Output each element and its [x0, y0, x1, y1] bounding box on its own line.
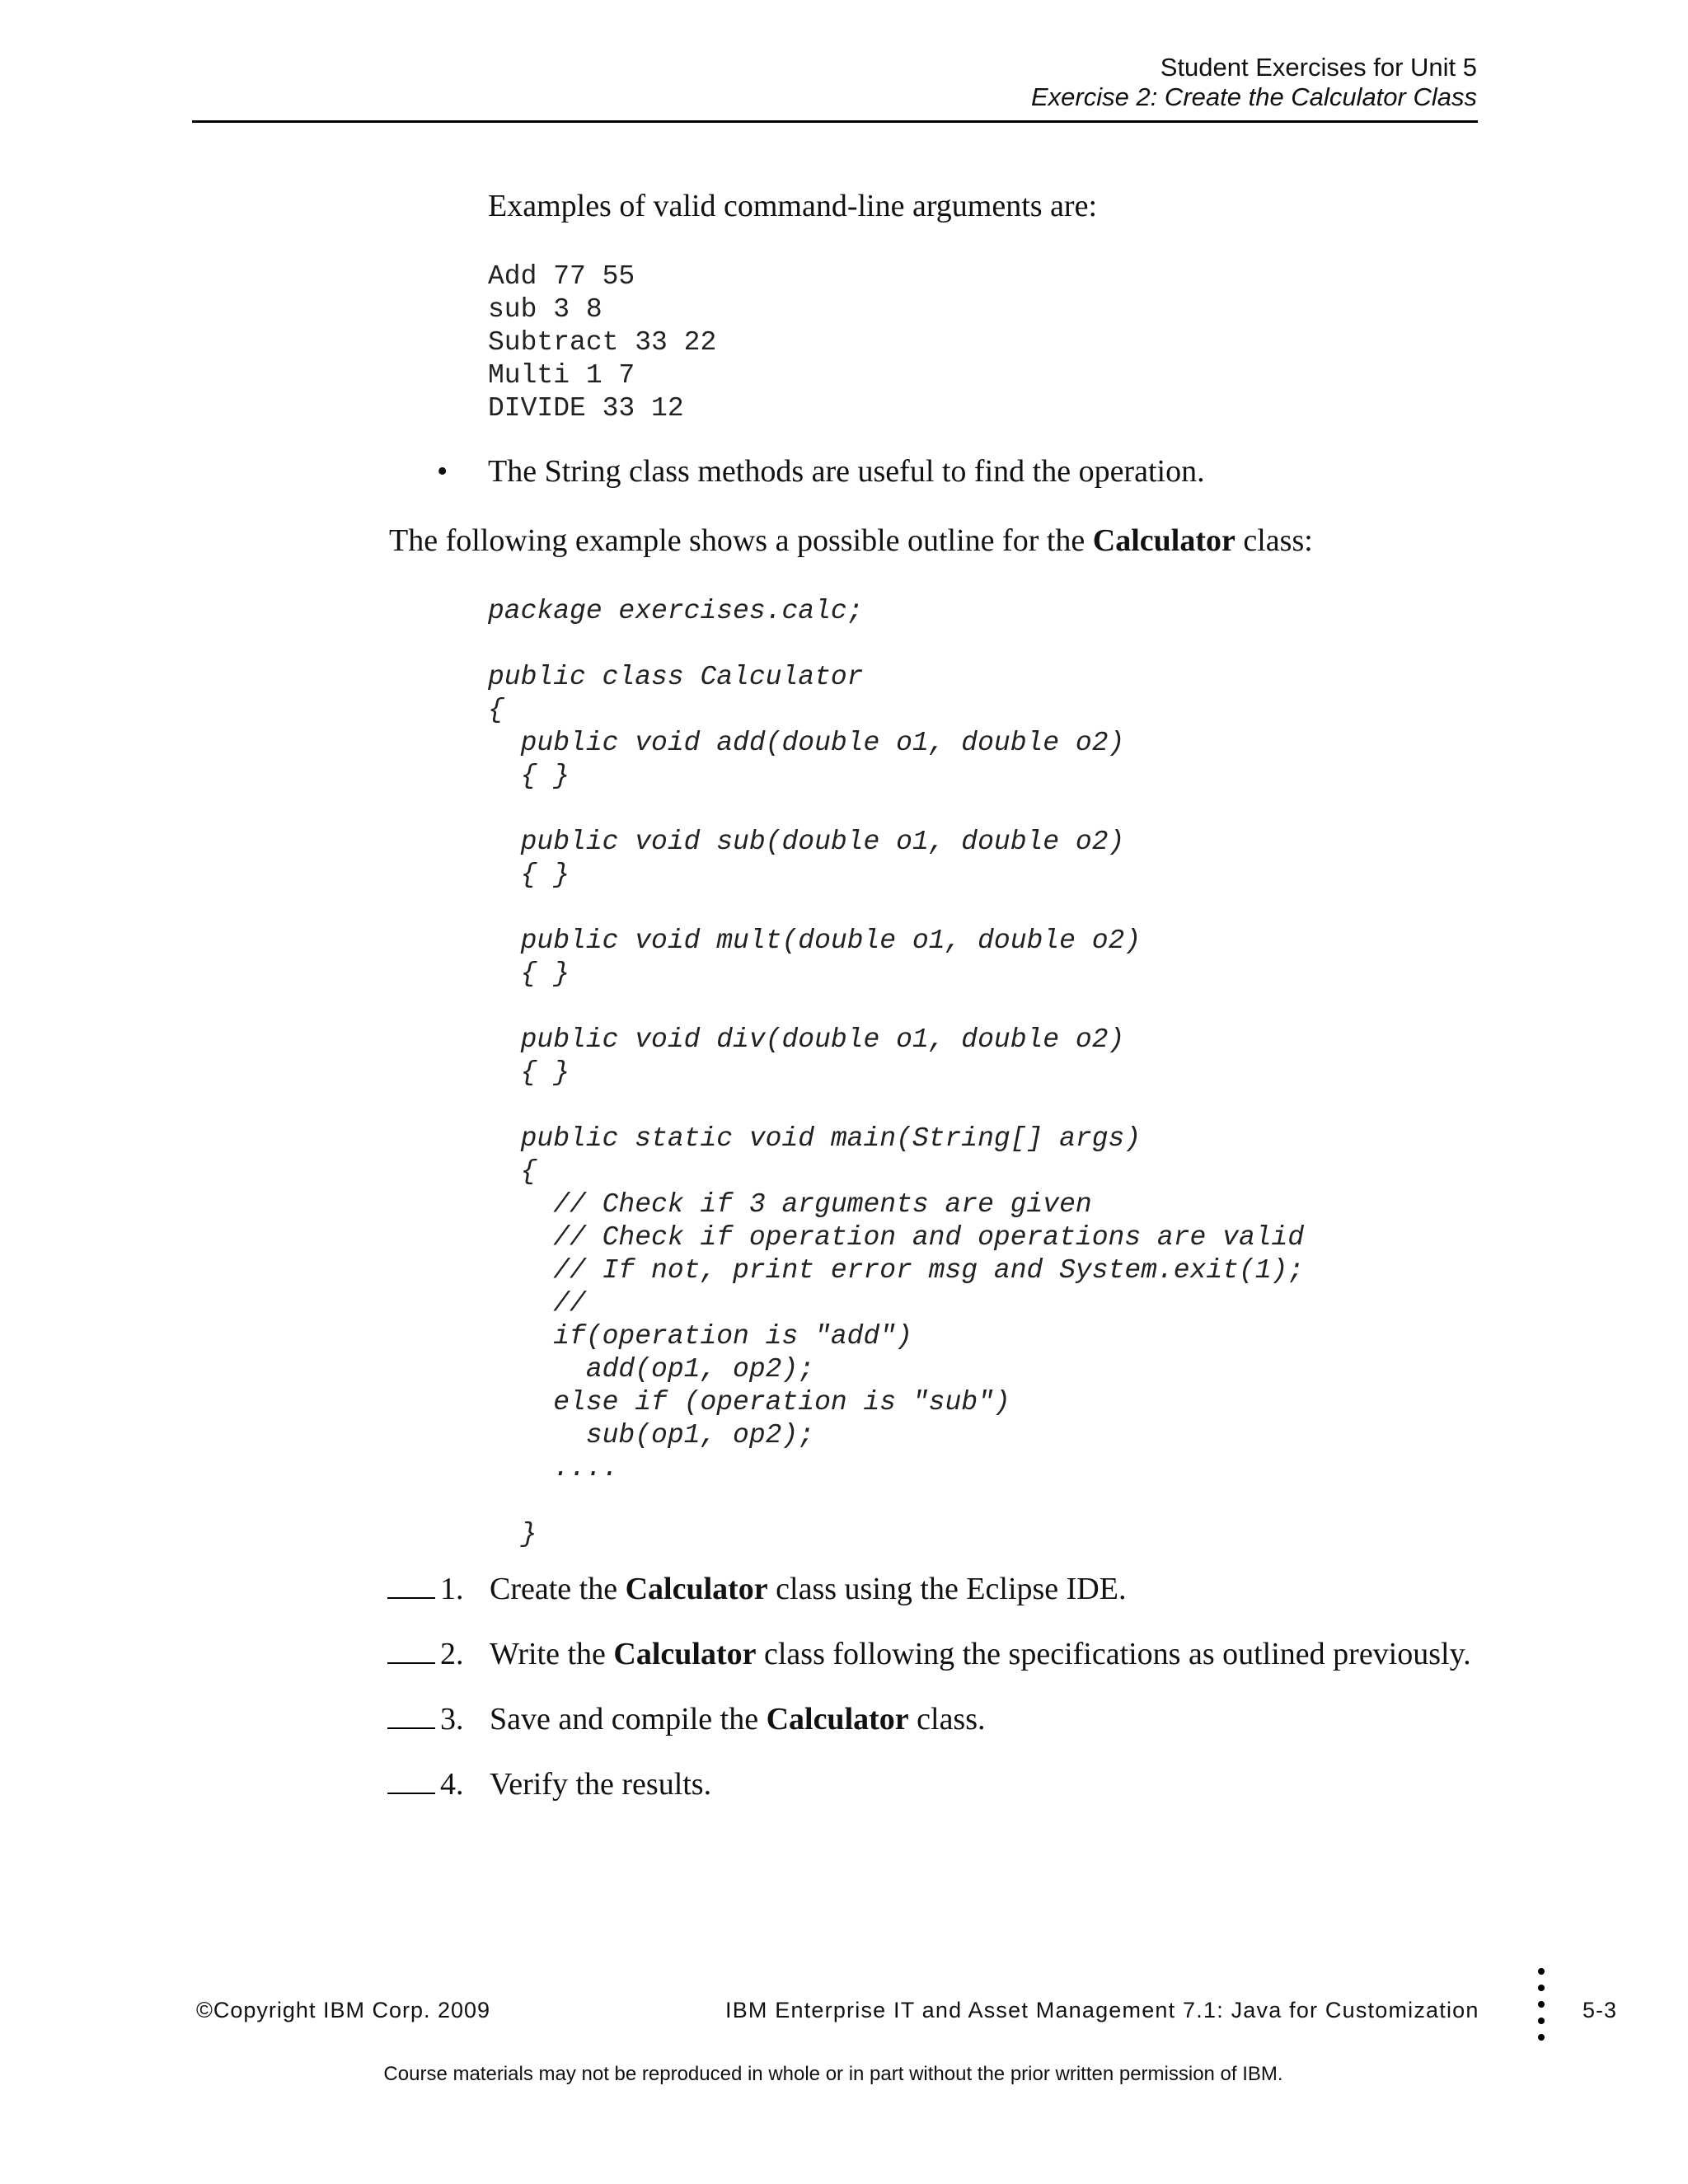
checkbox-blank[interactable]	[387, 1768, 435, 1794]
step-1: 1. Create the Calculator class using the Eclipse IDE.	[387, 1569, 1126, 1609]
outline-code-block: package exercises.calc; public class Calculator { public void add(double o1, double o2) { } public void sub(double o1, double o2) { } public void mult(double o1, double o2) { } public void div(double o1, double o2) { } public static void main(String[] args) { // Check if 3 arguments are given // Check if operation and operations are valid // If not, print error msg and System.exit(1); // if(operation is "add") add(op1, op2); else if (operation is "sub") sub(op1, op2); .... }	[488, 596, 1305, 1549]
bullet-text: The String class methods are useful to find the operation.	[488, 454, 1205, 489]
checkbox-blank[interactable]	[387, 1638, 435, 1664]
checkbox-blank[interactable]	[387, 1572, 435, 1599]
examples-code-block: Add 77 55 sub 3 8 Subtract 33 22 Multi 1 7 DIVIDE 33 12	[488, 261, 717, 424]
checkbox-blank[interactable]	[387, 1703, 435, 1729]
running-header-unit: Student Exercises for Unit 5	[1160, 53, 1477, 82]
step-3: 3. Save and compile the Calculator class.	[387, 1699, 986, 1739]
running-header-exercise: Exercise 2: Create the Calculator Class	[1030, 82, 1477, 111]
step-4: 4. Verify the results.	[387, 1765, 711, 1804]
footer-dots-decoration	[1538, 1968, 1546, 2050]
step-2: 2. Write the Calculator class following the specifications as outlined previously.	[387, 1634, 1471, 1674]
page-number: 5-3	[1582, 1998, 1618, 2022]
footer-copyright: ©Copyright IBM Corp. 2009	[196, 1998, 491, 2022]
footer-notice: Course materials may not be reproduced in whole or in part without the prior written permission of IBM.	[383, 2063, 1283, 2085]
bullet-marker: •	[437, 454, 448, 489]
examples-intro: Examples of valid command-line arguments are:	[488, 189, 1098, 223]
footer-course-title: IBM Enterprise IT and Asset Management 7.1: Java for Customization	[725, 1998, 1479, 2022]
header-divider	[192, 120, 1478, 123]
outline-intro: The following example shows a possible outline for the Calculator class:	[389, 523, 1313, 558]
